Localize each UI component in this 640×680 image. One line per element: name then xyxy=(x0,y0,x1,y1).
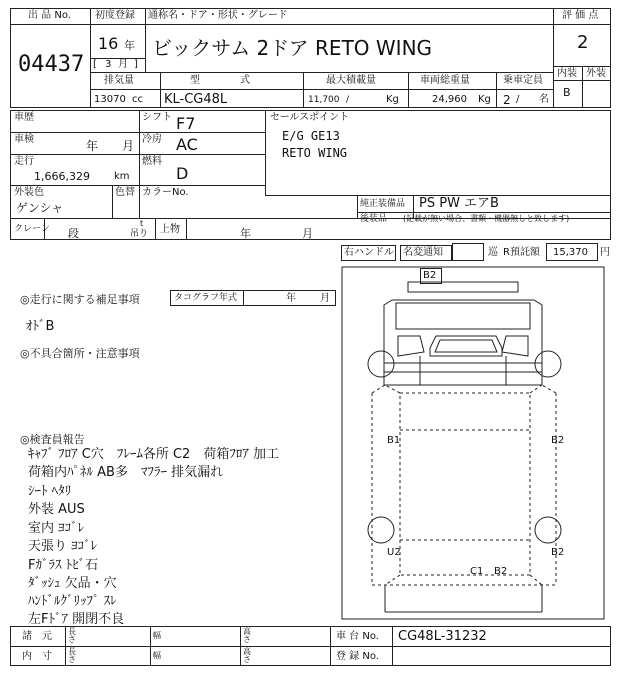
lot-no-label: 出 品 No. xyxy=(28,10,71,21)
gross-weight-label: 車両総重量 xyxy=(420,75,470,86)
length-label-2: 長さ xyxy=(68,647,76,664)
dims-label: 内 寸 xyxy=(22,651,52,662)
inspection-label: 車検 xyxy=(14,134,34,145)
width-label-2: 幅 xyxy=(153,651,161,660)
mileage-value: 1,666,329 xyxy=(34,170,90,183)
damage-mark-b1-left: B1 xyxy=(387,435,401,446)
model-code: KL-CG48L xyxy=(164,92,228,107)
steering-value: 右ハンドル xyxy=(344,247,394,258)
inspector-label: ◎検査員報告 xyxy=(20,433,85,446)
genuine-equipment-value: PS PW エアB xyxy=(419,196,499,211)
first-reg-label: 初度登録 xyxy=(95,10,135,21)
crane-lift-label: 吊り xyxy=(130,229,149,239)
tachograph-label: タコグラフ年式 xyxy=(174,293,238,303)
displacement-value: 13070 xyxy=(94,94,126,105)
first-reg-month-unit: 月 xyxy=(118,59,128,70)
specs-label: 諸 元 xyxy=(22,631,52,642)
crane-ton-unit: t xyxy=(140,219,144,228)
height-label: 高さ xyxy=(243,627,251,644)
inspector-line: 荷箱内ﾊﾟﾈﾙ AB多 ﾏﾌﾗｰ 排気漏れ xyxy=(28,465,224,480)
displacement-unit: cc xyxy=(132,94,143,105)
ac-label: 冷房 xyxy=(142,134,162,145)
recycle-prefix: 巡 xyxy=(488,247,498,258)
mileage-label: 走行 xyxy=(14,156,34,167)
damage-mark-b2-right: B2 xyxy=(551,435,565,446)
interior-label: 内装 xyxy=(557,68,577,79)
displacement-label: 排気量 xyxy=(104,75,134,86)
first-reg-year-unit: 年 xyxy=(124,39,135,52)
aftermarket-label: 後装品 xyxy=(360,214,388,224)
tachograph-month-unit: 月 xyxy=(320,293,330,304)
chassis-no: CG48L-31232 xyxy=(398,629,487,644)
exterior-label: 外装 xyxy=(586,68,606,79)
history-label: 車歴 xyxy=(14,112,34,123)
fuel-value: D xyxy=(176,164,189,183)
inspector-line: 室内 ﾖｺﾞﾚ xyxy=(28,521,85,536)
boarding-label: 上物 xyxy=(160,224,180,235)
genuine-equipment-label: 純正装備品 xyxy=(360,199,406,209)
sales-point-line2: RETO WING xyxy=(282,146,348,160)
recycle-label: R預託額 xyxy=(503,247,540,258)
ac-value: AC xyxy=(176,135,198,154)
max-load-value: 11,700 xyxy=(308,95,340,105)
damage-mark-b2-top: B2 xyxy=(423,270,437,281)
interior-grade: B xyxy=(563,86,571,99)
model-code-label: 型 式 xyxy=(190,75,250,86)
sales-point-label: セールスポイント xyxy=(270,112,350,123)
length-label: 長さ xyxy=(68,627,76,644)
color-change-label: 色替 xyxy=(115,187,135,198)
sales-point-line1: E/G GE13 xyxy=(282,129,340,143)
reg-label: 登 録 No. xyxy=(336,651,379,662)
rating-value: 2 xyxy=(577,32,589,53)
ext-color-label: 外装色 xyxy=(14,187,44,198)
inspector-line: ｼｰﾄ ﾍﾀﾘ xyxy=(28,484,72,499)
meter-change-label: 名変通知 xyxy=(403,247,443,258)
ext-color-value: ゲンシャ xyxy=(16,201,64,215)
rating-label: 評 価 点 xyxy=(562,10,599,21)
recycle-amount: 15,370 xyxy=(553,247,588,258)
damage-mark-b2-bottom: B2 xyxy=(494,566,508,577)
gross-weight-value: 24,960 xyxy=(432,94,467,105)
shift-label: シフト xyxy=(142,112,172,123)
capacity-unit: 名 xyxy=(539,94,549,105)
damage-mark-b2-right-rear: B2 xyxy=(551,547,565,558)
fuel-label: 燃料 xyxy=(142,156,162,167)
inspector-line: Fｶﾞﾗｽ ﾄﾋﾞ石 xyxy=(28,558,99,573)
mileage-unit: km xyxy=(114,171,130,182)
capacity-value: 2 xyxy=(503,93,511,107)
aftermarket-note: (記載が無い場合、書類・機器無しと致します) xyxy=(403,214,570,223)
boarding-year-unit: 年 xyxy=(240,227,251,240)
inspector-line: ﾊﾝﾄﾞﾙｸﾞﾘｯﾌﾟ ｽﾚ xyxy=(28,594,117,609)
crane-stage-unit: 段 xyxy=(68,227,79,240)
recycle-unit: 円 xyxy=(600,247,610,258)
crane-label: クレーン xyxy=(14,224,50,234)
model-name: ビックサム 2ドア RETO WING xyxy=(152,36,433,60)
tachograph-year-unit: 年 xyxy=(286,293,296,304)
first-reg-month: 3 xyxy=(105,59,112,70)
max-load-unit: Kg xyxy=(386,94,399,105)
supplement-text: ｵﾄﾞB xyxy=(26,319,55,334)
color-code-label: カラーNo. xyxy=(142,187,189,198)
width-label: 幅 xyxy=(153,631,161,640)
boarding-month-unit: 月 xyxy=(302,227,313,240)
shift-value: F7 xyxy=(176,114,196,133)
defects-label: ◎不具合箇所・注意事項 xyxy=(20,347,140,360)
damage-mark-c1: C1 xyxy=(470,566,484,577)
model-name-label: 通称名・ドア・形状・グレード xyxy=(148,10,288,21)
lot-no: 04437 xyxy=(18,52,85,77)
inspector-line: 外装 AUS xyxy=(28,502,85,517)
damage-mark-u2-left: U2 xyxy=(387,547,401,558)
meter-change-box xyxy=(452,243,484,261)
chassis-label: 車 台 No. xyxy=(336,631,379,642)
inspector-line: ｷｬﾌﾞ ﾌﾛｱ C穴 ﾌﾚｰﾑ各所 C2 荷箱ﾌﾛｱ 加工 xyxy=(28,447,279,462)
first-reg-year: 16 xyxy=(98,34,119,53)
inspector-line: ﾀﾞｯｼｭ 欠品・穴 xyxy=(28,576,117,591)
supplement-label: ◎走行に関する補足事項 xyxy=(20,293,140,306)
capacity-label: 乗車定員 xyxy=(503,75,543,86)
inspector-line: 左Fﾄﾞｱ 開閉不良 xyxy=(28,612,125,627)
inspection-month-unit: 月 xyxy=(122,139,135,153)
max-load-label: 最大積載量 xyxy=(326,75,376,86)
inspector-line: 天張り ﾖｺﾞﾚ xyxy=(28,539,98,554)
inspection-year-unit: 年 xyxy=(86,139,99,153)
height-label-2: 高さ xyxy=(243,647,251,664)
gross-weight-unit: Kg xyxy=(478,94,491,105)
